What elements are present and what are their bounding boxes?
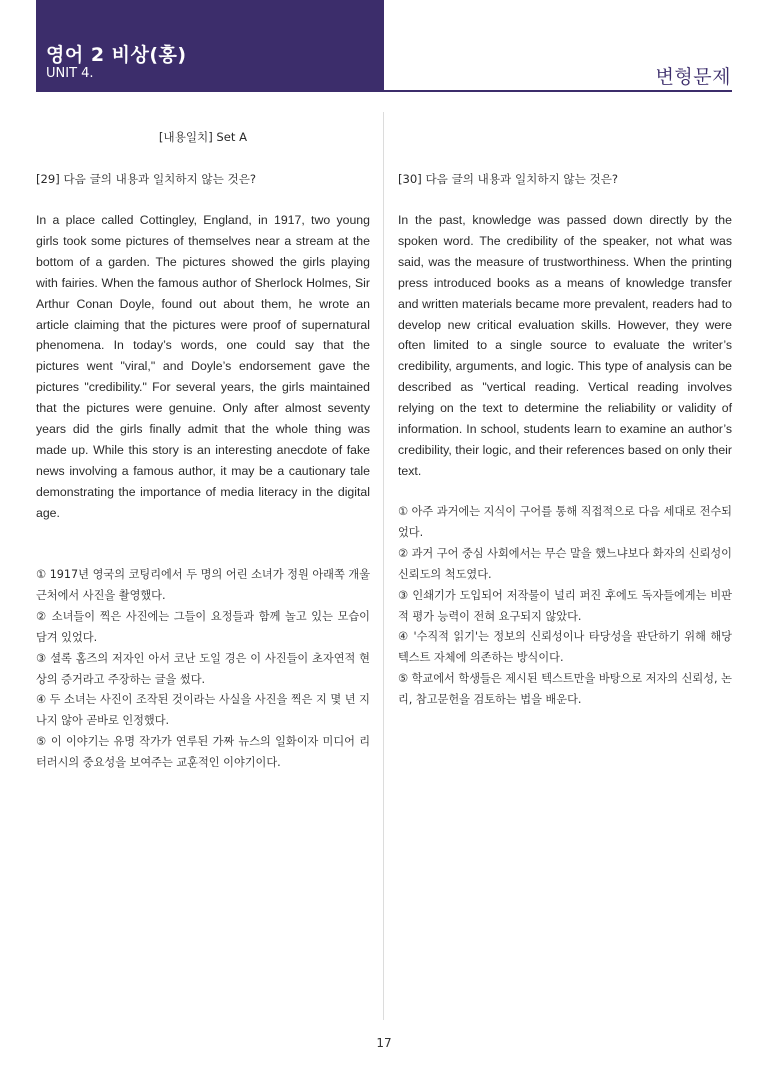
- question-30: [30] 다음 글의 내용과 일치하지 않는 것은?: [398, 172, 619, 186]
- header-banner: [36, 0, 384, 92]
- option-30-1: ① 아주 과거에는 지식이 구어를 통해 직접적으로 다음 세대로 전수되었다.: [398, 505, 732, 539]
- option-29-4: ④ 두 소녀는 사진이 조작된 것이라는 사실을 사진을 찍은 지 몇 년 지나지 않아 곧바로 인정했다.: [36, 693, 370, 728]
- header-subtitle: UNIT 4.: [46, 66, 94, 81]
- option-29-3: ③ 셜록 홈즈의 저자인 아서 코난 도일 경은 이 사진들이 초자연적 현상의 증거라고 주장하는 글을 썼다.: [36, 651, 370, 686]
- set-title: [내용일치] Set A: [158, 130, 248, 144]
- option-30-4: ④ '수직적 읽기'는 정보의 신뢰성이나 타당성을 판단하기 위해 해당 텍스트 자체에 의존하는 방식이다.: [398, 630, 732, 665]
- option-29-1: ① 1917년 영국의 코팅리에서 두 명의 어린 소녀가 정원 아래쪽 개울 근처에서 사진을 촬영했다.: [36, 568, 370, 602]
- option-30-3: ③ 인쇄기가 도입되어 저작물이 널리 퍼진 후에도 독자들에게는 비판적 평가 능력이 전혀 요구되지 않았다.: [398, 588, 732, 623]
- option-29-5: ⑤ 이 이야기는 유명 작가가 연루된 가짜 뉴스의 일화이자 미디어 리터러시의 중요성을 보여주는 교훈적인 이야기이다.: [36, 735, 370, 770]
- passage-30: In the past, knowledge was passed down directly by the spoken word. The credibility of the speaker, not what was said, was the measure of trustworthiness. When the printing press introduced books as a means of knowledge transfer and written materials became more prevalent, readers had to develop new critical evaluation skills. However, they were often limited to a single source to evaluate the writer’s credibility, arguments, and logic. This type of analysis can be described as "vertical reading. Vertical reading involves relying on the text to determine the reliability or validity of information. In school, students learn to examine an author’s credibility, their logic, and their references based on only their text.: [398, 213, 732, 478]
- column-divider: [383, 112, 384, 1020]
- header-underline: [384, 90, 732, 92]
- passage-29: In a place called Cottingley, England, in 1917, two young girls took some pictures of themselves near a stream at the bottom of a garden. The pictures showed the girls playing with fairies. When the famous author of Sherlock Holmes, Sir Arthur Conan Doyle, found out about them, he wrote an article claiming that the pictures were proof of supernatural phenomena. In today’s words, one could say that the pictures went "viral," and Doyle’s endorsement gave the pictures "credibility." For several years, the girls maintained that the pictures were genuine. Only after almost seventy years did the girls finally admit that the whole thing was made up. While this story is an interesting anecdote of fake news involving a famous author, it may be a cautionary tale demonstrating the importance of media literacy in the digital age.: [36, 213, 370, 520]
- header-right-label: 변형문제: [655, 66, 731, 88]
- option-30-2: ② 과거 구어 중심 사회에서는 무슨 말을 했느냐보다 화자의 신뢰성이 신뢰도의 척도였다.: [398, 546, 732, 581]
- question-29: [29] 다음 글의 내용과 일치하지 않는 것은?: [36, 172, 257, 186]
- page-number: 17: [376, 1036, 392, 1050]
- options-29: [36, 565, 370, 774]
- header-title: 영어 2 비상(홍): [46, 44, 187, 66]
- option-30-5: ⑤ 학교에서 학생들은 제시된 텍스트만을 바탕으로 저자의 신뢰성, 논리, 참고문헌을 검토하는 법을 배운다.: [398, 672, 732, 707]
- option-29-2: ② 소녀들이 찍은 사진에는 그들이 요정들과 함께 놀고 있는 모습이 담겨 있었다.: [36, 609, 370, 644]
- options-30: [398, 502, 732, 711]
